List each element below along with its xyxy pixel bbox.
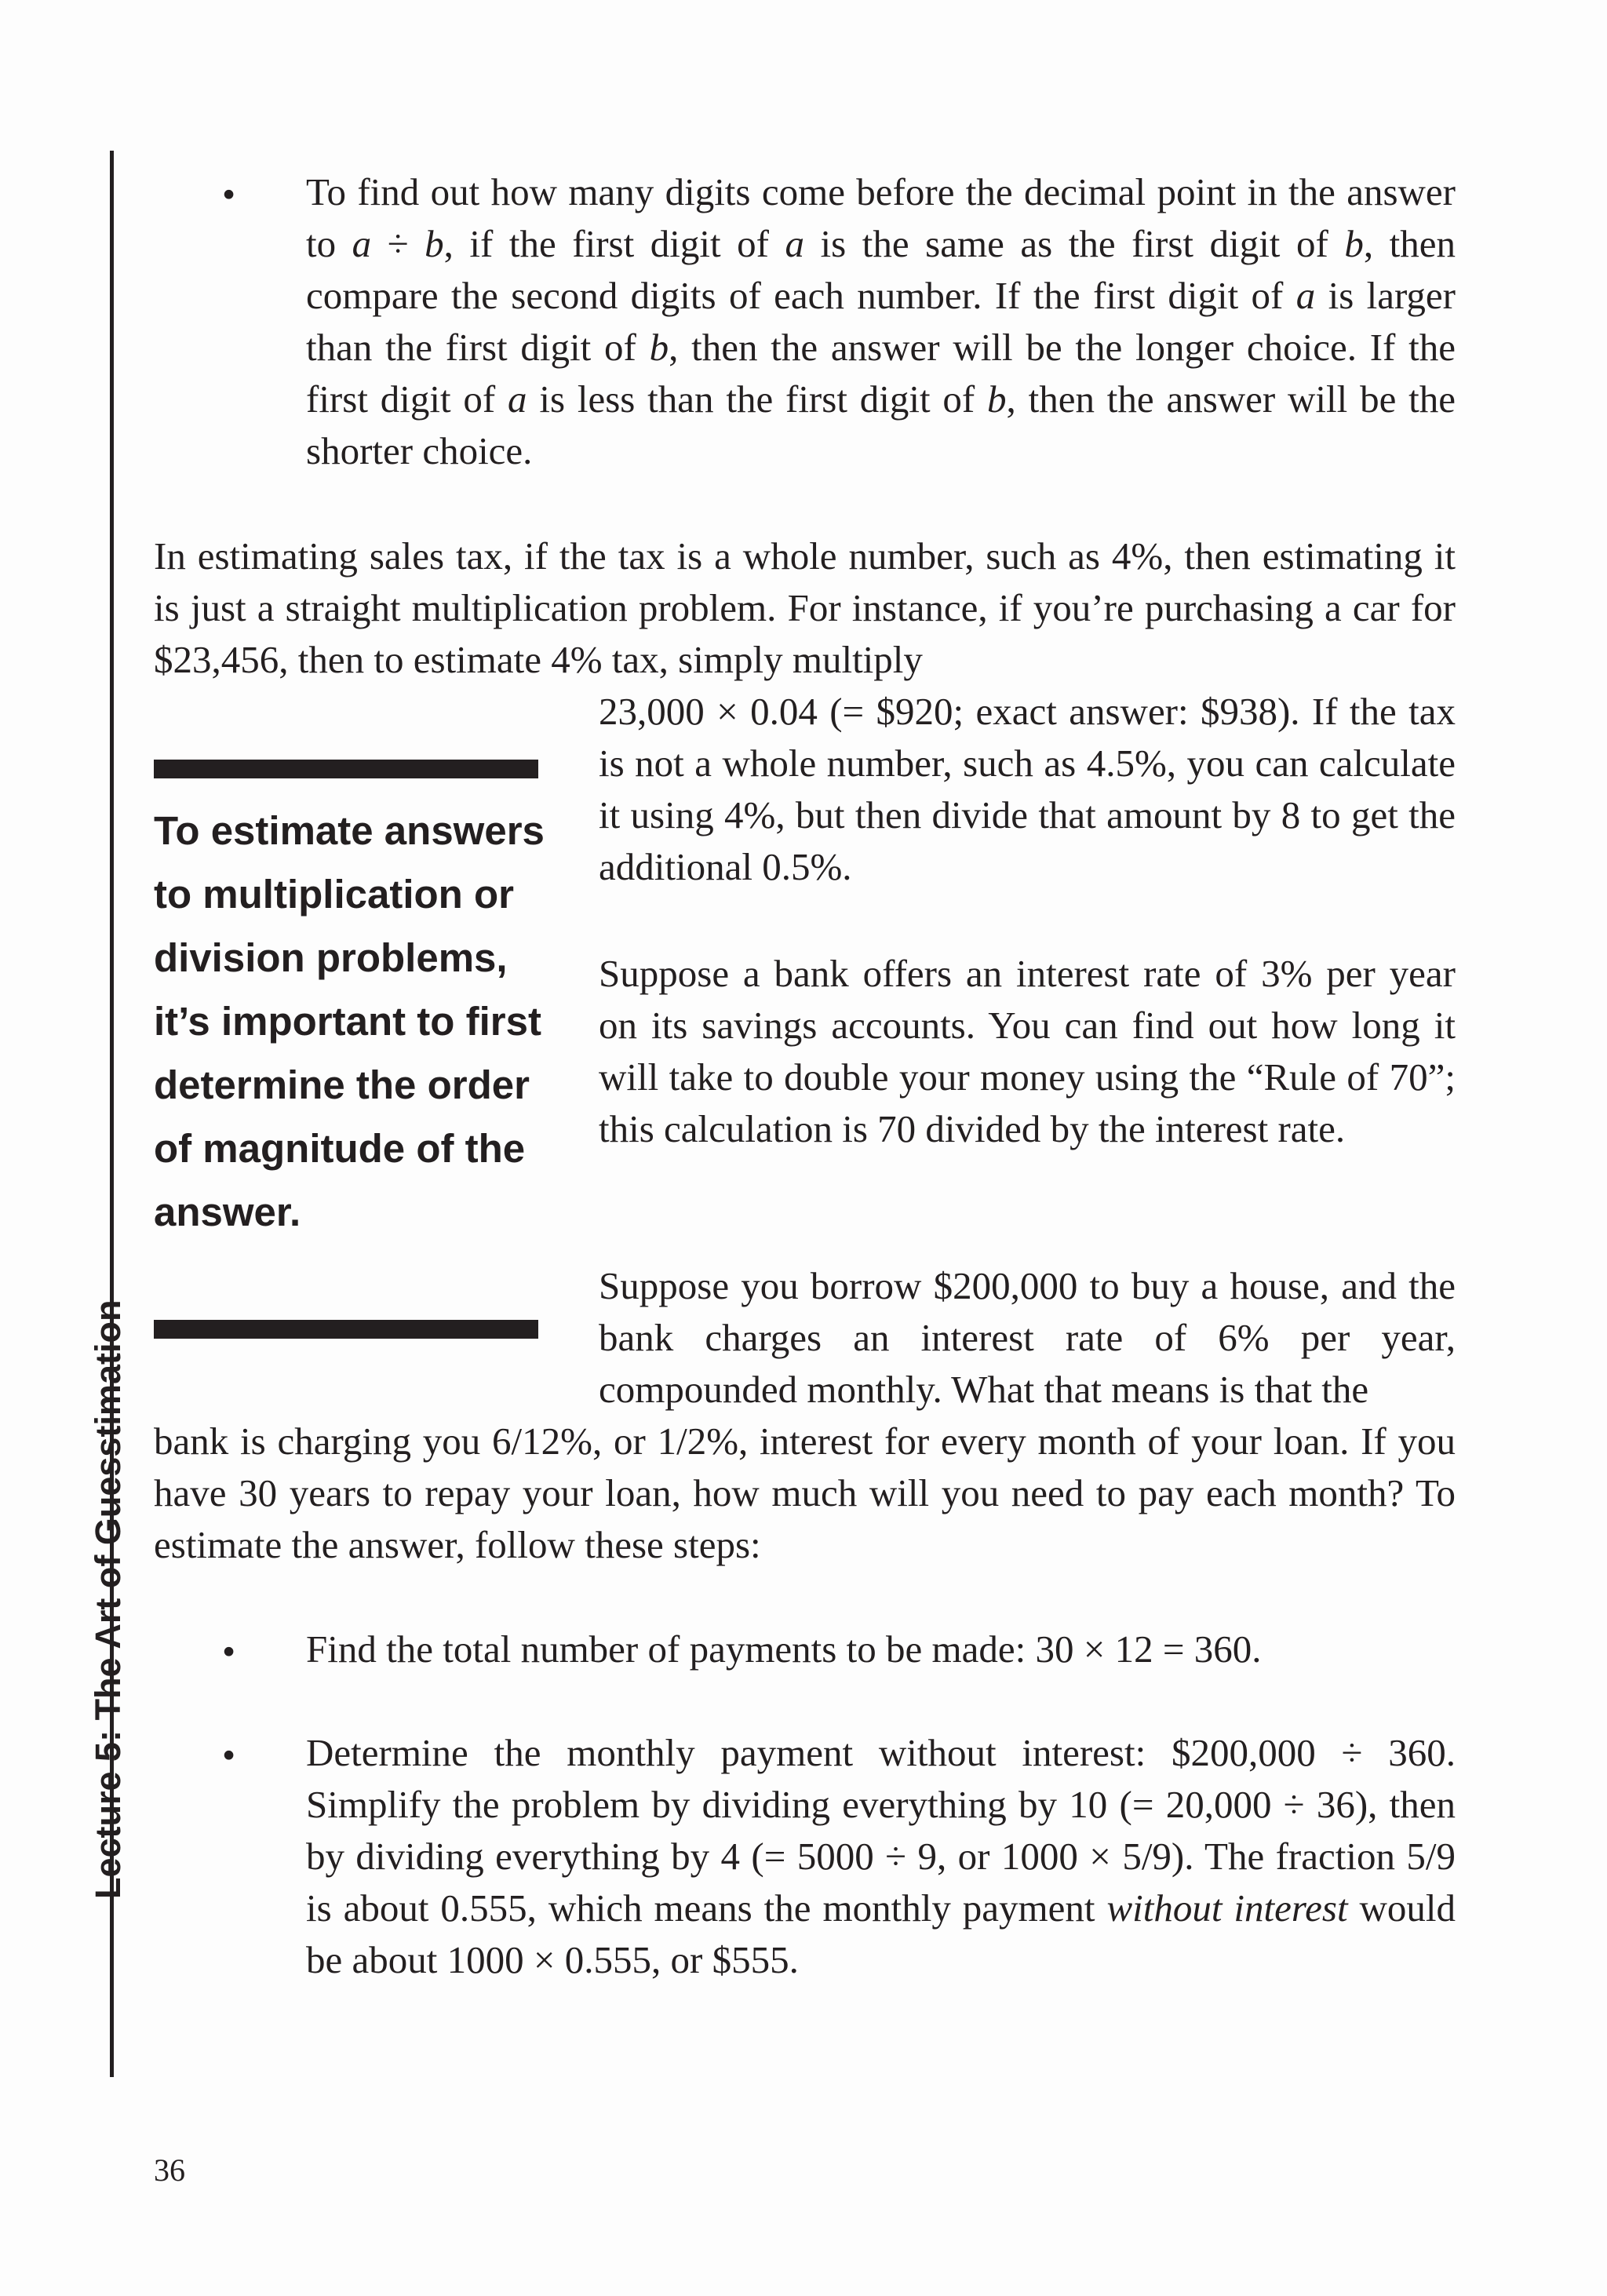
paragraph-loan: Suppose you borrow $200,000 to buy a house, and the bank charges an interest rate of 6% per year, compounded monthly. What that means is that the xyxy=(599,1264,1456,1411)
pullquote: To estimate answers to multiplication or division problems, it’s important to first determine the order of magnitude of the answer. xyxy=(154,808,545,1234)
sidebar-lecture-title: Lecture 5: The Art of Guesstimation xyxy=(88,1299,128,1899)
bullet-marker: • xyxy=(222,1630,236,1673)
bullet-marker: • xyxy=(222,1733,236,1777)
pullquote-top-rule xyxy=(154,760,538,778)
paragraph-sales-tax-continued: 23,000 × 0.04 (= $920; exact answer: $938). If the tax is not a whole number, such as 4.5%, you can calculate it using 4%, but then divide that amount by 8 to get the additional 0.5%. xyxy=(599,690,1456,888)
page-number: 36 xyxy=(154,2152,185,2188)
paragraph-loan-continued: bank is charging you 6/12%, or 1/2%, interest for every month of your loan. If you have 30 years to repay your loan, how much will you need to pay each month? To estimate the answer, follow these steps: xyxy=(154,1420,1456,1566)
paragraph-sales-tax: In estimating sales tax, if the tax is a whole number, such as 4%, then estimating it is just a straight multiplication problem. For instance, if you’re purchasing a car for $23,456, then to estimate 4% tax, simply multiply xyxy=(154,534,1456,681)
paragraph-rule-of-70: Suppose a bank offers an interest rate of 3% per year on its savings accounts. You can find out how long it will take to double your money using the “Rule of 70”; this calculation is 70 divided by the interest rate. xyxy=(599,952,1456,1150)
bullet-marker: • xyxy=(222,173,236,216)
bullet-item-payments: Find the total number of payments to be made: 30 × 12 = 360. xyxy=(306,1627,1262,1671)
bullet-item-digits: To find out how many digits come before the decimal point in the answer to a ÷ b, if the first digit of a is the same as the first digit of b, then compare the second digits of each number. If the first digit of a is larger than the first digit of b, then the answer will be the longer choice. If the first digit of a is less than the first digit of b, then the answer will be the shorter choice. xyxy=(306,170,1456,472)
bullet-item-monthly-payment: Determine the monthly payment without interest: $200,000 ÷ 360. Simplify the problem by dividing everything by 10 (= 20,000 ÷ 36), then by dividing everything by 4 (= 5000 ÷ 9, or 1000 × 5/9). The fraction 5/9 is about 0.555, which means the monthly payment without interest would be about 1000 × 0.555, or $555. xyxy=(306,1731,1456,1981)
pullquote-bottom-rule xyxy=(154,1320,538,1339)
